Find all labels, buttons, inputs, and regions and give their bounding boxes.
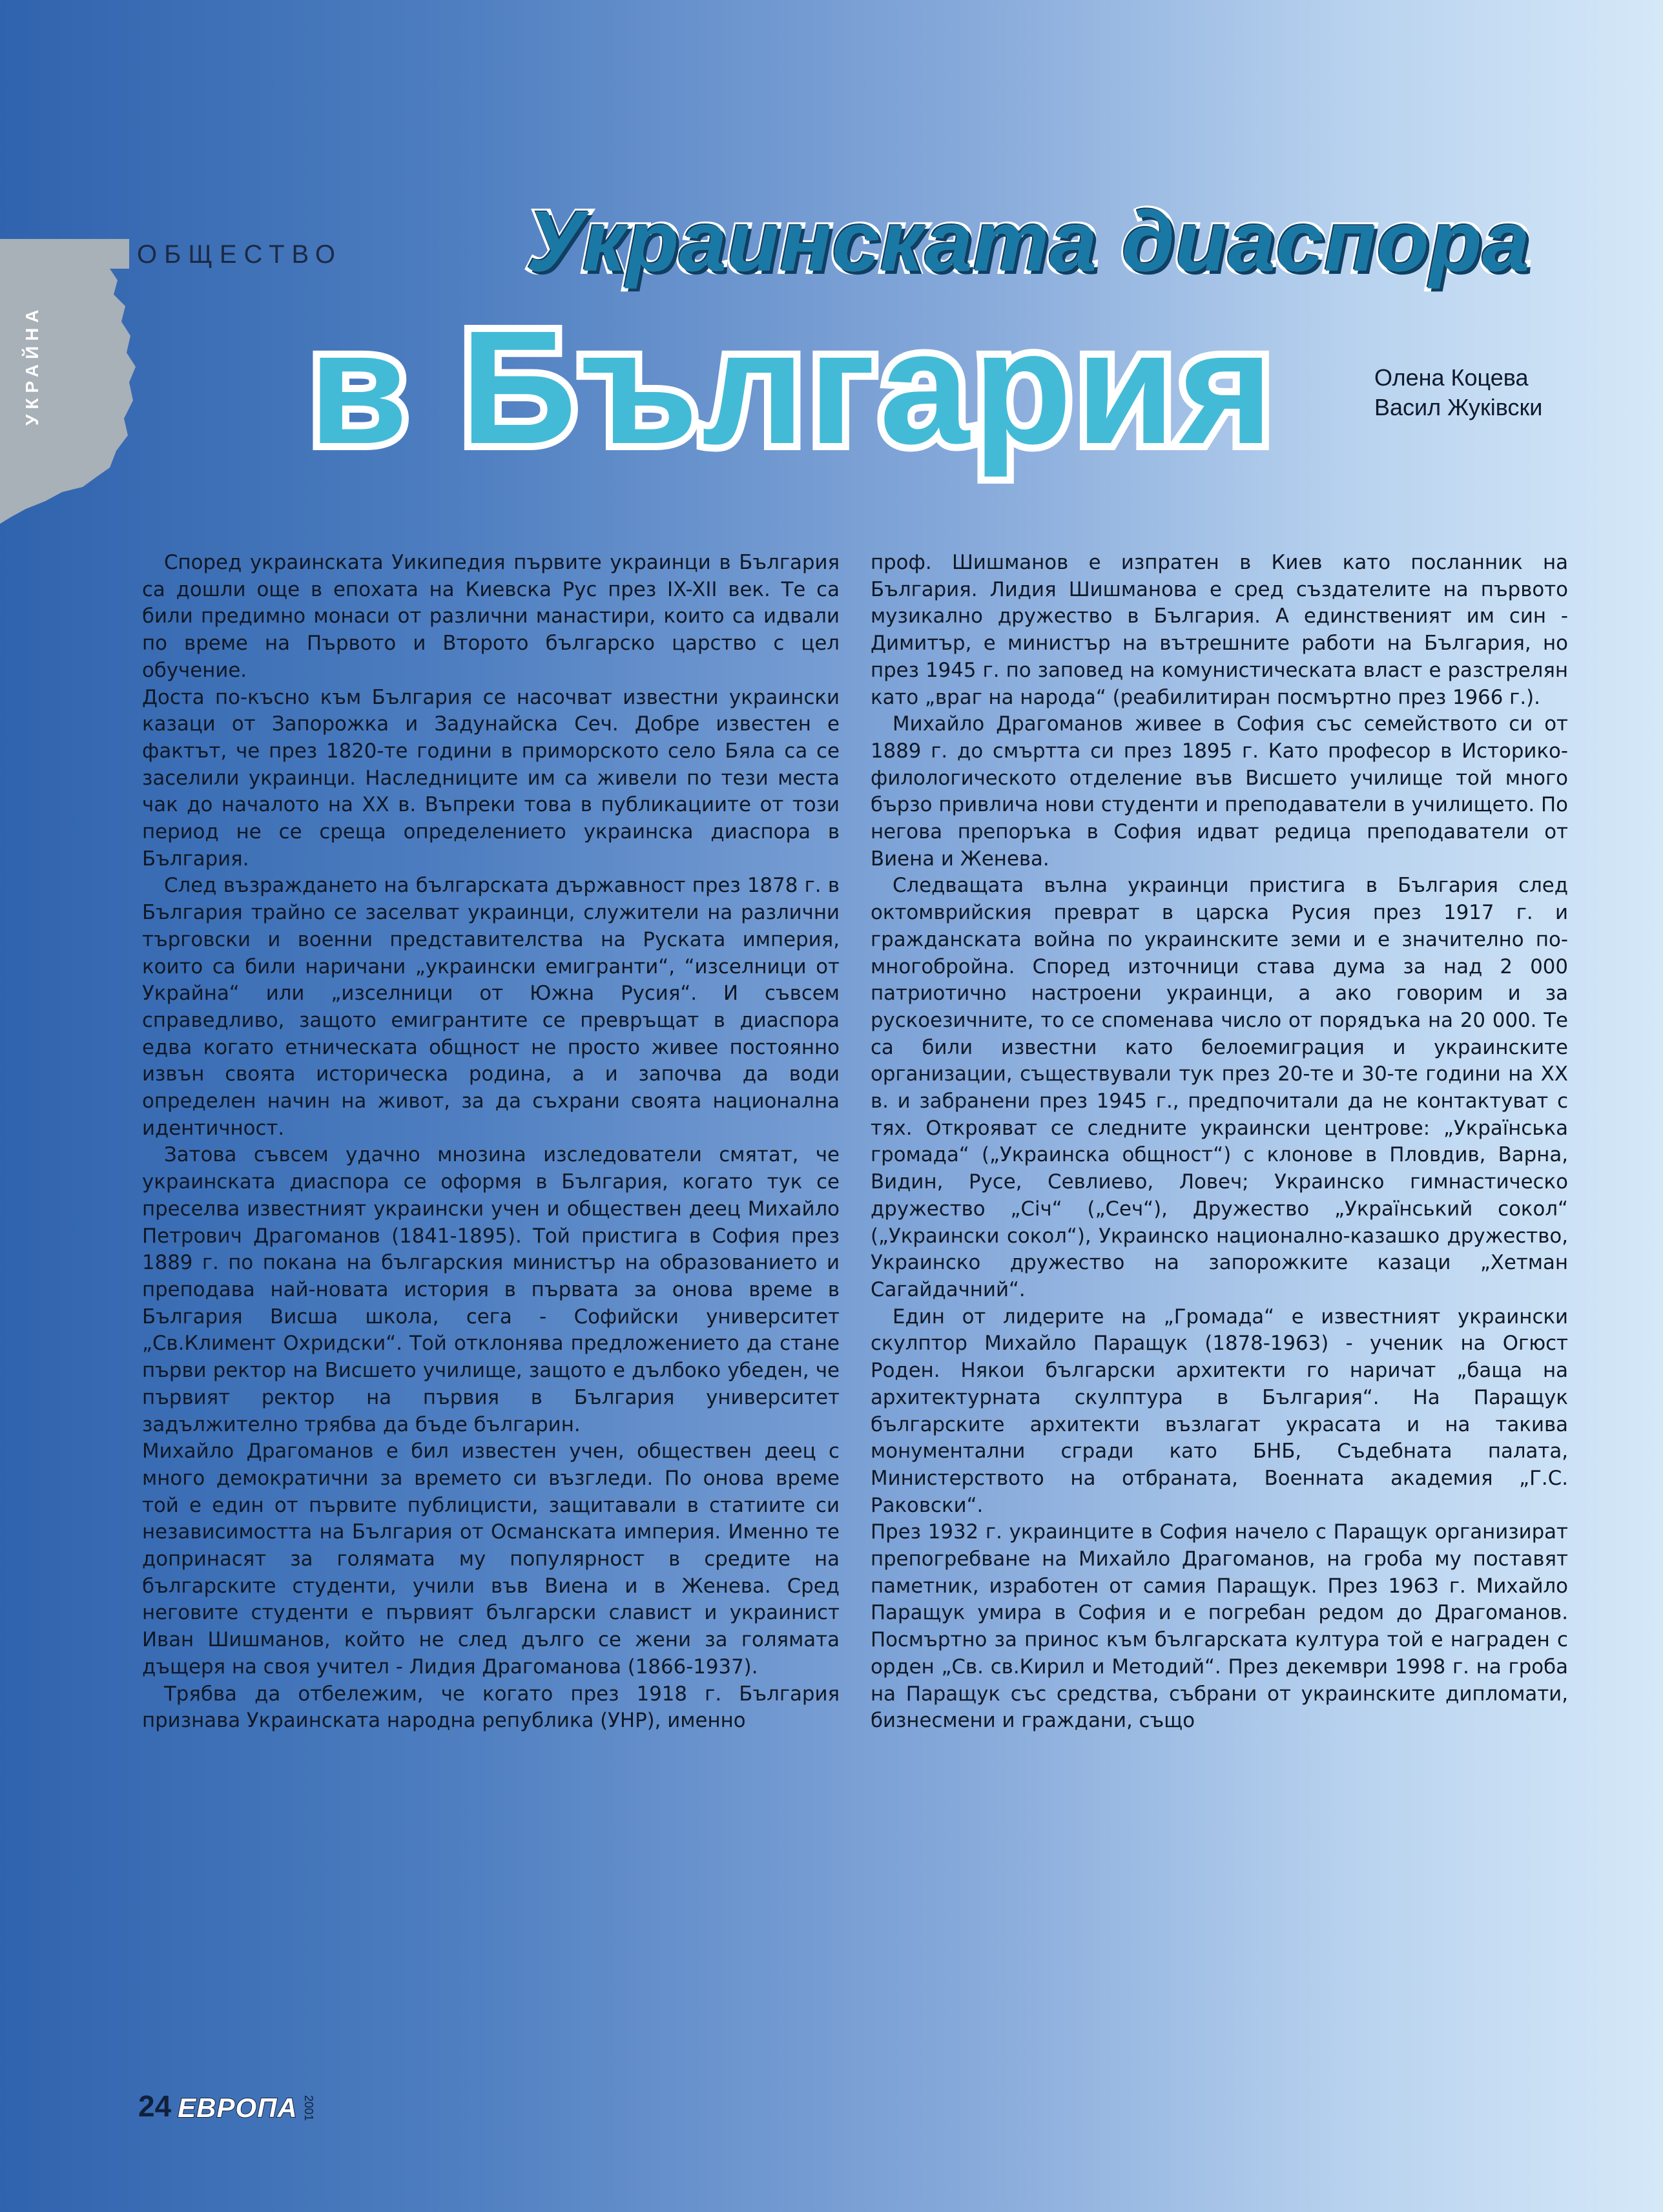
paragraph: Трябва да отбележим, че когато през 1918 г. България признава Украинската народна република (УНР), именно (142, 1682, 840, 1733)
page-footer (138, 2078, 315, 2124)
title-line-1: Украинската диаспора (526, 194, 1531, 289)
country-label: УКРАЙНА (22, 304, 42, 426)
paragraph: Следващата вълна украинци пристига в България след октомврийския преврат в царска Русия през 1917 г. и гражданската война по украинските земи и е значително по-многобройна. Според източници става дума за над 2 000 патриотично настроени украинци, а ако говорим и за рускоезичните, то се споменава число от порядъка на 20 000. Те са били известни като белоемиграция и украинските организации, съществували тук през 20-те и 30-те години на XX в. и забранени през 1945 г., предпочитали да не контактуват с тях. Открояват се следните украински центрове: „Українська громада“ („Украинска общност“) с клонове в Пловдив, Варна, Видин, Русе, Севлиево, Ловеч; Украинско гимнастическо дружество „Січ“ („Сеч“), Дружество „Український сокол“ („Украински сокол“), Украинско национално-казашко дружество, Украинско дружество на запорожките казаци „Хетман Сагайдачний“. (871, 874, 1568, 1301)
paragraph: Доста по-късно към България се насочват известни украински казаци от Запорожка и Задунайска Сеч. Добре известен е фактът, че през 1820-те години в приморското село Бяла са се заселили украинци. Наследниците им са живели по тези места чак до началото на XX в. Въпреки това в публикациите от този период не се среща определението украинска диаспора в България. (142, 685, 840, 871)
article-column-left (142, 550, 840, 1735)
magazine-logo: ЕВРОПА (178, 2093, 298, 2123)
page-number: 24 (138, 2089, 172, 2123)
title-line-2: в България (309, 297, 1277, 477)
article-column-right (871, 550, 1568, 1735)
authors (1374, 363, 1542, 422)
section-bar (0, 239, 129, 269)
paragraph: Михайло Драгоманов е бил известен учен, обществен деец с много демократични за времето си възгледи. По онова време той е един от първите публицисти, защитавали в статиите си независимостта на България от Османската империя. Именно те допринасят за голямата му популярност в средите на българските студенти, учили във Виена и в Женева. Сред неговите студенти е първият български славист и украинист Иван Шишманов, който не след дълго се жени за голямата дъщеря на своя учител - Лидия Драгоманова (1866-1937). (142, 1440, 840, 1679)
issue-year: 2001 (302, 2094, 315, 2121)
author-name: Олена Коцева (1374, 364, 1529, 391)
paragraph: Според украинската Уикипедия първите украинци в България са дошли още в епохата на Киевска Рус през IX-XII век. Те са били предимно монаси от различни манастири, които са идвали по време на Първото и Второто българско царство с цел обучение. (142, 551, 840, 682)
paragraph: проф. Шишманов е изпратен в Киев като посланник на България. Лидия Шишманова е сред създателите на първото музикално дружество в България. А единственият им син - Димитър, е министър на вътрешните работи на България, но през 1945 г. по заповед на комунистическата власт е разстрелян като „враг на народа“ (реабилитиран посмъртно през 1966 г.). (871, 551, 1568, 709)
paragraph: Един от лидерите на „Громада“ е известният украински скулптор Михайло Паращук (1878-1963) - ученик на Огюст Роден. Някои български архитекти го наричат „баща на архитектурната скулптура в България“. На Паращук българските архитекти възлагат украсата и на такива монументални сгради като БНБ, Съдебната палата, Министерството на отбраната, Военната академия „Г.С. Раковски“. (871, 1305, 1568, 1517)
ukraine-map-shape (0, 269, 139, 524)
author-name: Васил Жуківски (1374, 394, 1543, 420)
paragraph: Затова съвсем удачно мнозина изследователи смятат, че украинската диаспора се оформя в България, когато тук се преселва известният украински учен и обществен деец Михайло Петрович Драгоманов (1841-1895). Той пристига в София през 1889 г. по покана на българския министър на образованието и преподава най-новата история в първата за онова време в България Висша школа, сега - Софийски университет „Св.Климент Охридски“. Той отклонява предложението да стане първи ректор на Висшето училище, защото е дълбоко убеден, че първият ректор на първия в България университет задължително трябва да бъде българин. (142, 1143, 840, 1436)
paragraph: През 1932 г. украинците в София начело с Паращук организират препогребване на Михайло Драгоманов, на гроба му поставят паметник, изработен от самия Паращук. През 1963 г. Михайло Паращук умира в София и е погребан редом до Драгоманов. Посмъртно за принос към българската култура той е награден с орден „Св. св.Кирил и Методий“. През декември 1998 г. на гроба на Паращук със средства, събрани от украинските дипломати, бизнесмени и граждани, също (871, 1520, 1568, 1733)
paragraph: Михайло Драгоманов живее в София със семейството си от 1889 г. до смъртта си през 1895 г. Като професор в Историко-филологическото отделение във Висшето училище той много бързо привлича нови студенти и преподаватели в училището. По негова препоръка в София идват редица преподаватели от Виена и Женева. (871, 712, 1568, 871)
section-label: ОБЩЕСТВО (137, 240, 342, 269)
paragraph: След възраждането на българската държавност през 1878 г. в България трайно се заселват украинци, служители на различни търговски и военни представителства на Руската империя, които са били наричани „украински емигранти“, “изселници от Украйна“ или „изселници от Южна Русия“. И съвсем справедливо, защото емигрантите се превръщат в диаспора едва когато етническата общност не просто живее постоянно извън своята историческа родина, а и започва да води определен начин на живот, за да съхрани своята национална идентичност. (142, 874, 840, 1140)
